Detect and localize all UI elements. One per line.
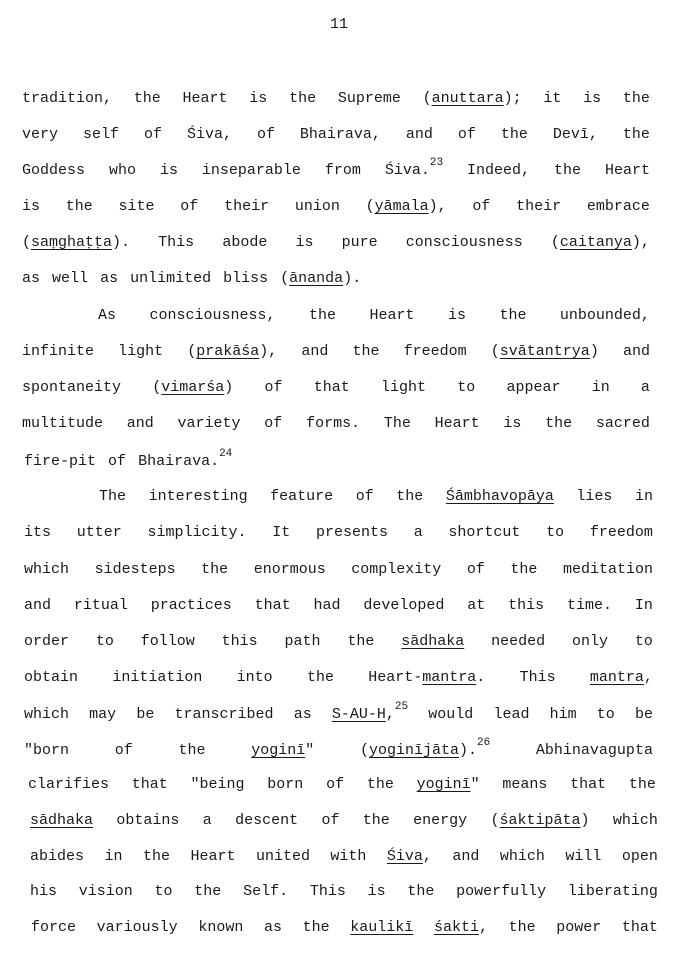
word: order	[24, 633, 70, 650]
word: Self.	[243, 883, 289, 900]
word: be	[634, 706, 653, 723]
word: ritual	[73, 597, 128, 614]
word: into	[236, 669, 273, 686]
word: path	[284, 633, 321, 650]
sanskrit-term: śakti	[433, 919, 479, 936]
term-group: yoginī"	[251, 742, 315, 759]
word: in	[104, 848, 123, 865]
text-line	[99, 486, 653, 508]
term-group: mantra,	[589, 669, 653, 686]
word: It	[272, 524, 291, 541]
word: Heart	[369, 307, 415, 324]
word: would	[428, 706, 474, 723]
text-line	[24, 701, 653, 726]
word: that	[254, 597, 291, 614]
word: Supreme	[337, 90, 401, 107]
word: in	[591, 379, 610, 396]
word: this	[221, 633, 258, 650]
word: Heart	[182, 90, 228, 107]
word: Indeed,	[467, 162, 531, 179]
word: the	[396, 488, 424, 505]
word: which	[24, 561, 70, 578]
word: The	[383, 415, 411, 432]
word: powerfully	[456, 883, 547, 900]
footnote-ref: 26	[477, 737, 491, 749]
word: of	[264, 379, 283, 396]
word: enormous	[253, 561, 326, 578]
sanskrit-term: ānanda	[289, 270, 344, 287]
word: the	[201, 561, 229, 578]
word: The	[99, 488, 127, 505]
word: force	[31, 919, 77, 936]
word: obtains	[116, 812, 180, 829]
word: who	[108, 162, 136, 179]
word: their	[516, 198, 562, 215]
word: its	[24, 524, 52, 541]
word: him	[549, 706, 577, 723]
word: to	[457, 379, 476, 396]
word: which	[612, 812, 658, 829]
word: of	[466, 561, 485, 578]
word: As	[98, 307, 117, 324]
word: is	[22, 198, 41, 215]
word: the	[366, 776, 394, 793]
word: of	[108, 453, 127, 470]
word: interesting	[148, 488, 248, 505]
word: unbounded,	[559, 307, 650, 324]
word: which	[499, 848, 545, 865]
word: that	[313, 379, 350, 396]
word: to	[154, 883, 173, 900]
word: simplicity.	[147, 524, 247, 541]
word: of	[326, 776, 345, 793]
word: sidesteps	[94, 561, 176, 578]
text-line	[22, 157, 650, 182]
word: this	[508, 597, 545, 614]
text-line	[22, 268, 361, 290]
word: the	[347, 633, 375, 650]
word: clarifies	[28, 776, 110, 793]
text-line	[30, 846, 658, 868]
word: Heart	[604, 162, 650, 179]
word: that	[570, 776, 607, 793]
word: will	[565, 848, 602, 865]
word: freedom	[589, 524, 653, 541]
word: "born	[24, 742, 70, 759]
word: which	[24, 706, 70, 723]
word: and	[622, 343, 650, 360]
word: the	[407, 883, 435, 900]
word: feature	[270, 488, 334, 505]
text-line	[24, 667, 653, 689]
sanskrit-term: svātantrya	[499, 343, 590, 360]
word: as	[22, 270, 41, 287]
word: transcribed	[174, 706, 274, 723]
word: freedom	[403, 343, 467, 360]
word: This	[158, 234, 195, 251]
word: very	[22, 126, 59, 143]
text-line	[22, 341, 650, 363]
sanskrit-term: saṃghaṭṭa	[31, 234, 113, 251]
word: a	[640, 379, 650, 396]
word: the	[622, 90, 650, 107]
term-group: śakti,	[433, 919, 488, 936]
word: inseparable	[201, 162, 301, 179]
word: is	[503, 415, 522, 432]
footnote-ref: 25	[394, 701, 409, 713]
word: Devī,	[552, 126, 598, 143]
word: light	[118, 343, 164, 360]
sanskrit-term: Śāmbhavopāya	[445, 488, 554, 505]
word: from	[324, 162, 361, 179]
word: of	[472, 198, 491, 215]
word: and	[405, 126, 433, 143]
word: means	[502, 776, 548, 793]
word: abode	[222, 234, 268, 251]
word: the	[133, 90, 161, 107]
word: Śiva,	[186, 126, 232, 143]
term-group: (svātantrya)	[490, 343, 599, 360]
term-group: S-AU-H,$^{25}$	[331, 701, 409, 723]
text-line	[31, 917, 658, 939]
text-line	[30, 810, 658, 832]
word: tradition,	[22, 90, 113, 107]
word: the	[306, 669, 334, 686]
word: a	[202, 812, 212, 829]
word: their	[224, 198, 270, 215]
word: In	[634, 597, 653, 614]
word: as	[263, 919, 282, 936]
word: sacred	[595, 415, 650, 432]
word: the	[628, 776, 656, 793]
term-group: (prakāśa),	[187, 343, 278, 360]
word: that	[131, 776, 168, 793]
word: consciousness,	[149, 307, 276, 324]
word: "being	[190, 776, 245, 793]
word: liberating	[567, 883, 658, 900]
text-line	[22, 196, 650, 218]
term-group: (anuttara);	[422, 90, 522, 107]
sanskrit-term: anuttara	[431, 90, 504, 107]
sanskrit-term: caitanya	[559, 234, 632, 251]
word: This	[309, 883, 346, 900]
page-number: 11	[329, 16, 348, 33]
word: and	[24, 597, 52, 614]
sanskrit-term: śaktipāta	[499, 812, 581, 829]
word: abides	[30, 848, 85, 865]
word: the	[352, 343, 380, 360]
text-line	[24, 448, 233, 473]
word: variously	[96, 919, 178, 936]
text-line	[24, 559, 653, 581]
word-with-footnote: Bhairava.$^{24}$	[138, 448, 233, 470]
word: variety	[177, 415, 241, 432]
word: as	[100, 270, 119, 287]
word: the	[510, 561, 538, 578]
word: of	[256, 126, 275, 143]
word: the	[362, 812, 390, 829]
word: spontaneity	[22, 379, 122, 396]
word: the	[178, 742, 206, 759]
term-group: Śiva,	[386, 848, 432, 865]
word: light	[380, 379, 426, 396]
sanskrit-term: sādhaka	[401, 633, 465, 650]
word: descent	[235, 812, 299, 829]
word: in	[634, 488, 653, 505]
word: and	[452, 848, 480, 865]
word: presents	[315, 524, 388, 541]
word: This	[519, 669, 556, 686]
word: utter	[76, 524, 122, 541]
sanskrit-term: mantra	[589, 669, 644, 686]
word: of	[321, 812, 340, 829]
sanskrit-term: yoginī	[416, 776, 471, 793]
word: meditation	[562, 561, 653, 578]
word: developed	[363, 597, 445, 614]
sanskrit-term: kaulikī	[350, 919, 414, 936]
word: the	[545, 415, 573, 432]
word: initiation	[112, 669, 203, 686]
word: the	[554, 162, 582, 179]
term-group: (caitanya),	[550, 234, 650, 251]
footnote-ref: 23	[429, 157, 444, 169]
word: union	[294, 198, 340, 215]
word: be	[136, 706, 155, 723]
word: Bhairava,	[299, 126, 381, 143]
word: Heart	[434, 415, 480, 432]
word: of	[457, 126, 476, 143]
word: open	[621, 848, 658, 865]
word: Abhinavagupta	[535, 742, 653, 759]
word: to	[546, 524, 565, 541]
word: born	[267, 776, 304, 793]
text-line	[30, 881, 658, 903]
sanskrit-term: vimarśa	[161, 379, 225, 396]
word: the	[500, 126, 528, 143]
term-group: yoginī"	[416, 776, 480, 793]
word: to	[634, 633, 653, 650]
sanskrit-term: yoginī	[251, 742, 306, 759]
word: forms.	[306, 415, 361, 432]
word: the	[142, 848, 170, 865]
word: and	[126, 415, 154, 432]
term-group: (saṃghaṭṭa).	[22, 234, 131, 251]
word: time.	[567, 597, 613, 614]
word: infinite	[22, 343, 95, 360]
word: the	[308, 307, 336, 324]
sanskrit-term: Śiva	[386, 848, 423, 865]
word: as	[293, 706, 312, 723]
word: bliss	[223, 270, 269, 287]
word: the	[302, 919, 330, 936]
word: that	[621, 919, 658, 936]
term-group: (yāmala),	[365, 198, 447, 215]
word: obtain	[24, 669, 79, 686]
text-line	[24, 631, 653, 653]
sanskrit-term: sādhaka	[30, 812, 94, 829]
word-with-footnote: Śiva.$^{23}$	[384, 157, 444, 179]
text-line	[28, 774, 656, 796]
word: and	[301, 343, 329, 360]
word: to	[95, 633, 114, 650]
word: of	[355, 488, 374, 505]
sanskrit-term: yoginījāta	[368, 742, 459, 759]
text-line	[22, 413, 650, 435]
word: vision	[78, 883, 133, 900]
word: needed	[491, 633, 546, 650]
word: complexity	[351, 561, 442, 578]
word: at	[467, 597, 486, 614]
word: the	[289, 90, 317, 107]
word: the	[499, 307, 527, 324]
word: the	[622, 126, 650, 143]
word: shortcut	[448, 524, 521, 541]
sanskrit-term: yāmala	[374, 198, 429, 215]
word: Heart	[190, 848, 236, 865]
term-group: Heart-mantra.	[368, 669, 486, 686]
term-group: (yoginījāta).$^{26}$	[359, 737, 491, 759]
word: the	[65, 198, 93, 215]
word: of	[180, 198, 199, 215]
mantra-term: S-AU-H	[331, 706, 386, 723]
term-group: (ānanda).	[280, 270, 362, 287]
sanskrit-term: mantra	[422, 669, 477, 686]
word: it	[543, 90, 562, 107]
word: is	[249, 90, 268, 107]
sanskrit-term: prakāśa	[196, 343, 260, 360]
text-line	[24, 522, 653, 544]
footnote-ref: 24	[219, 448, 233, 460]
word: is	[583, 90, 602, 107]
word: of	[143, 126, 162, 143]
word: self	[82, 126, 119, 143]
word: practices	[150, 597, 232, 614]
word: lies	[576, 488, 613, 505]
word: is	[447, 307, 466, 324]
term-group: (vimarśa)	[152, 379, 234, 396]
word: with	[330, 848, 367, 865]
word: multitude	[22, 415, 104, 432]
word: a	[413, 524, 423, 541]
word: well	[52, 270, 89, 287]
text-line	[22, 377, 650, 399]
text-line	[24, 737, 653, 762]
word: of	[264, 415, 283, 432]
word: fire-pit	[24, 453, 97, 470]
word: the	[194, 883, 222, 900]
word: lead	[493, 706, 530, 723]
word: of	[114, 742, 133, 759]
word: energy	[413, 812, 468, 829]
text-line	[24, 595, 653, 617]
word: is	[159, 162, 178, 179]
word: unlimited	[130, 270, 212, 287]
word: embrace	[586, 198, 650, 215]
word: known	[198, 919, 244, 936]
word: may	[89, 706, 117, 723]
word: follow	[140, 633, 195, 650]
word: site	[118, 198, 155, 215]
word: is	[367, 883, 386, 900]
text-line	[98, 305, 650, 327]
text-line	[22, 88, 650, 110]
word: Goddess	[22, 162, 86, 179]
word: consciousness	[405, 234, 523, 251]
word: appear	[506, 379, 561, 396]
word: is	[295, 234, 314, 251]
word: power	[556, 919, 602, 936]
word: the	[508, 919, 536, 936]
word: pure	[341, 234, 378, 251]
text-line	[22, 232, 650, 254]
term-group: (śaktipāta)	[490, 812, 590, 829]
word: only	[572, 633, 609, 650]
word: his	[30, 883, 58, 900]
text-line	[22, 124, 650, 146]
word: to	[596, 706, 615, 723]
word: had	[313, 597, 341, 614]
word: united	[255, 848, 310, 865]
